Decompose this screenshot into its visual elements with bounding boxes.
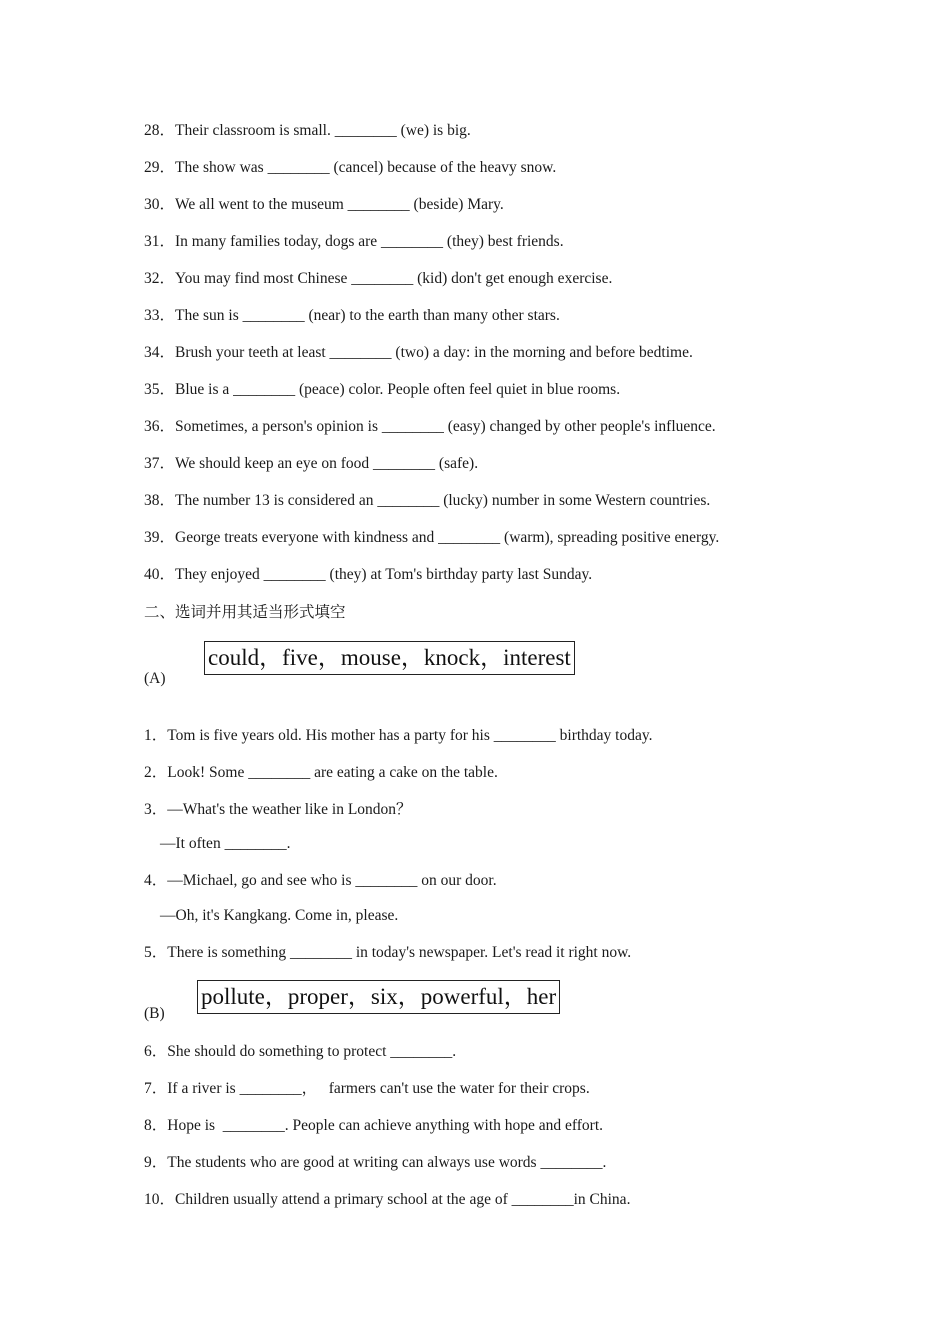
question-text: She should do something to protect ________. xyxy=(167,1043,457,1060)
question-6 xyxy=(144,1042,456,1062)
question-29 xyxy=(144,158,556,178)
word-bank-b: pollute，proper，six，powerful，her xyxy=(197,980,560,1014)
question-number: 3． xyxy=(144,801,168,818)
question-number: 40． xyxy=(144,566,176,583)
question-4-answer xyxy=(160,906,398,926)
question-text: —Oh, it's Kangkang. Come in, please. xyxy=(160,907,399,924)
question-number: 32． xyxy=(144,270,176,287)
question-text: Brush your teeth at least ________ (two) a day: in the morning and before bedtime. xyxy=(175,344,693,361)
question-number: 30． xyxy=(144,196,176,213)
question-number: 9． xyxy=(144,1154,168,1171)
question-text: Children usually attend a primary school at the age of ________in China. xyxy=(175,1191,631,1208)
question-text: We all went to the museum ________ (beside) Mary. xyxy=(175,196,504,213)
question-text: There is something ________ in today's newspaper. Let's read it right now. xyxy=(167,944,632,961)
question-text: —What's the weather like in London？ xyxy=(167,801,412,818)
question-32 xyxy=(144,269,612,289)
question-number: 33． xyxy=(144,307,176,324)
question-text: Tom is five years old. His mother has a party for his ________ birthday today. xyxy=(167,727,653,744)
question-text: We should keep an eye on food ________ (safe). xyxy=(175,455,479,472)
question-text: If a river is ________， farmers can't use the water for their crops. xyxy=(167,1080,590,1097)
question-number: 39． xyxy=(144,529,176,546)
question-text: —It often ________. xyxy=(160,835,291,852)
question-text: You may find most Chinese ________ (kid) don't get enough exercise. xyxy=(175,270,613,287)
question-text: The show was ________ (cancel) because of the heavy snow. xyxy=(175,159,557,176)
question-9 xyxy=(144,1153,606,1173)
question-text: The number 13 is considered an ________ (lucky) number in some Western countries. xyxy=(175,492,711,509)
question-number: 31． xyxy=(144,233,176,250)
question-8 xyxy=(144,1116,603,1136)
question-number: 8． xyxy=(144,1117,168,1134)
question-text: In many families today, dogs are ________ (they) best friends. xyxy=(175,233,564,250)
group-label-a: (A) xyxy=(144,670,166,687)
question-35 xyxy=(144,380,620,400)
question-number: 35． xyxy=(144,381,176,398)
question-number: 37． xyxy=(144,455,176,472)
question-4 xyxy=(144,871,497,891)
question-number: 34． xyxy=(144,344,176,361)
question-text: Their classroom is small. ________ (we) is big. xyxy=(175,122,471,139)
question-text: George treats everyone with kindness and ________ (warm), spreading positive energy. xyxy=(175,529,720,546)
question-3-answer xyxy=(160,834,290,854)
question-text: Hope is ________. People can achieve anything with hope and effort. xyxy=(167,1117,604,1134)
question-number: 36． xyxy=(144,418,176,435)
question-number: 29． xyxy=(144,159,176,176)
question-2 xyxy=(144,763,498,783)
question-text: Sometimes, a person's opinion is ________ (easy) changed by other people's influence. xyxy=(175,418,716,435)
question-30 xyxy=(144,195,504,215)
question-number: 6． xyxy=(144,1043,168,1060)
section-heading: 二、选词并用其适当形式填空 xyxy=(144,603,346,621)
question-3 xyxy=(144,800,412,820)
question-39 xyxy=(144,528,719,548)
question-34 xyxy=(144,343,693,363)
question-28 xyxy=(144,121,471,141)
question-number: 1． xyxy=(144,727,168,744)
question-1 xyxy=(144,726,652,746)
word-bank-a: could，five，mouse，knock，interest xyxy=(204,641,575,675)
question-number: 5． xyxy=(144,944,168,961)
question-7 xyxy=(144,1079,590,1099)
question-text: —Michael, go and see who is ________ on our door. xyxy=(167,872,497,889)
question-text: Look! Some ________ are eating a cake on the table. xyxy=(167,764,498,781)
question-text: Blue is a ________ (peace) color. People often feel quiet in blue rooms. xyxy=(175,381,621,398)
question-33 xyxy=(144,306,560,326)
question-number: 4． xyxy=(144,872,168,889)
question-text: They enjoyed ________ (they) at Tom's birthday party last Sunday. xyxy=(175,566,593,583)
question-5 xyxy=(144,943,631,963)
question-36 xyxy=(144,417,716,437)
question-10 xyxy=(144,1190,630,1210)
question-text: The sun is ________ (near) to the earth than many other stars. xyxy=(175,307,560,324)
question-40 xyxy=(144,565,592,585)
question-37 xyxy=(144,454,478,474)
group-label-b: (B) xyxy=(144,1005,165,1022)
question-number: 2． xyxy=(144,764,168,781)
question-38 xyxy=(144,491,710,511)
question-31 xyxy=(144,232,564,252)
question-number: 10． xyxy=(144,1191,176,1208)
question-number: 28． xyxy=(144,122,176,139)
question-number: 38． xyxy=(144,492,176,509)
question-text: The students who are good at writing can always use words ________. xyxy=(167,1154,607,1171)
question-number: 7． xyxy=(144,1080,168,1097)
